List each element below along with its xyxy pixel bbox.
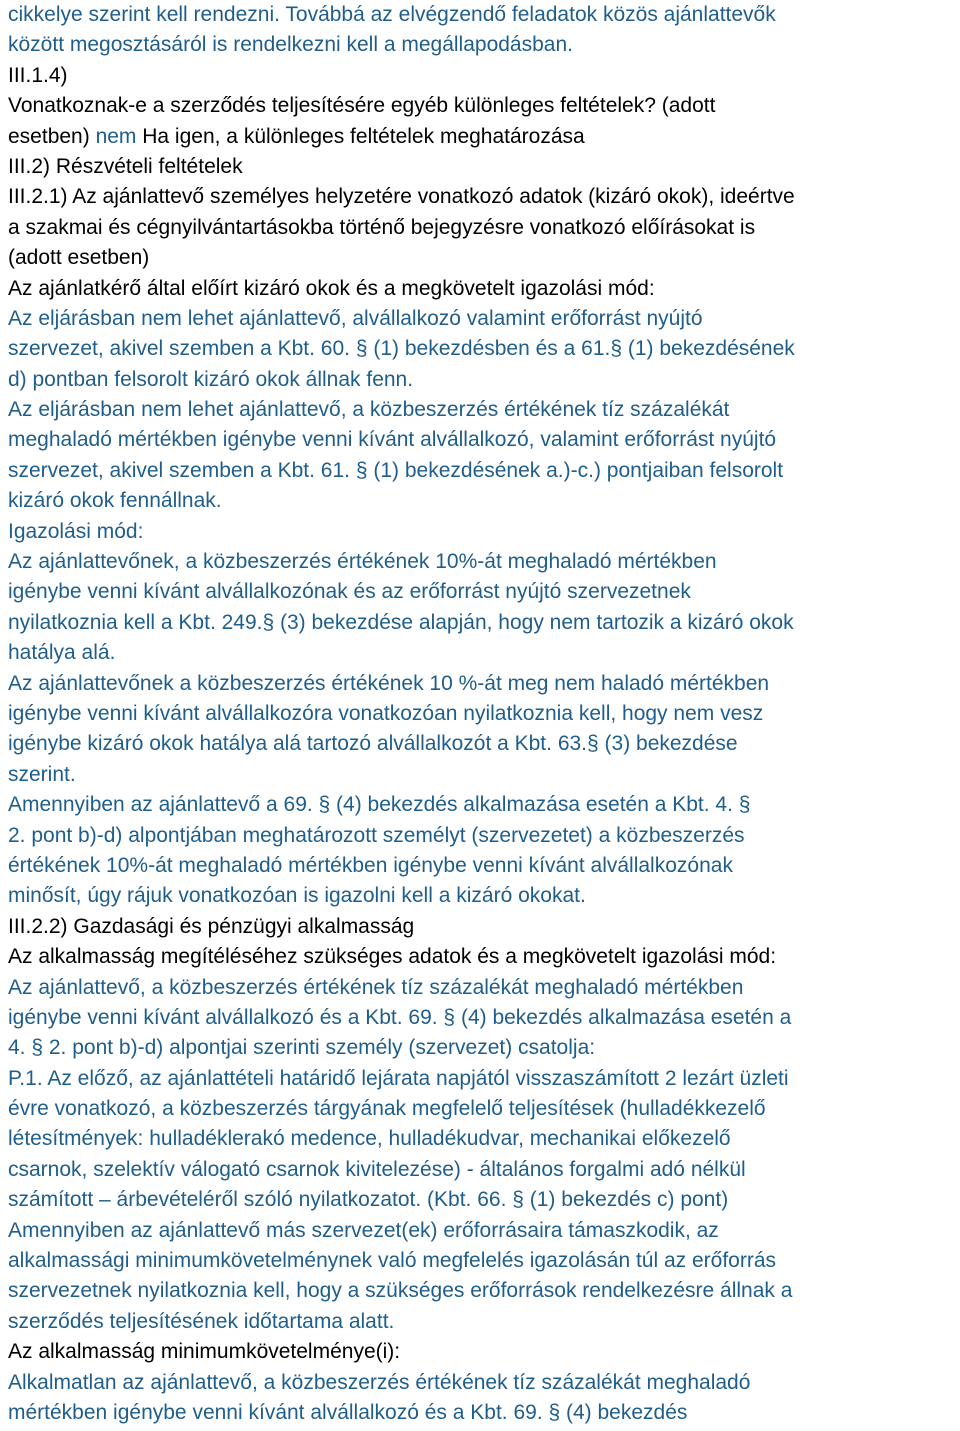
text-line <box>8 1064 960 1094</box>
body-text-segment: igénybe venni kívánt alvállalkozónak és az erőforrást nyújtó szervezetnek <box>8 580 691 604</box>
body-text-segment: szervezet, akivel szemben a Kbt. 61. § (1) bekezdésének a.)-c.) pontjaiban felsorolt <box>8 458 784 482</box>
text-line <box>8 30 960 60</box>
text-line <box>8 1216 960 1246</box>
text-line <box>8 456 960 486</box>
text-line <box>8 547 960 577</box>
body-text-segment: meghaladó mértékben igénybe venni kívánt alvállalkozó, valamint erőforrást nyújtó <box>8 428 777 452</box>
heading-text-segment: Az ajánlatkérő által előírt kizáró okok és a megkövetelt igazolási mód: <box>8 276 655 300</box>
text-line <box>8 973 960 1003</box>
body-text-segment: hatálya alá. <box>8 641 116 665</box>
body-text-segment: számított – árbevételéről szóló nyilatkozatot. (Kbt. 66. § (1) bekezdés c) pont) <box>8 1188 729 1212</box>
text-line <box>8 821 960 851</box>
text-line <box>8 1185 960 1215</box>
text-line <box>8 243 960 273</box>
body-text-segment: Amennyiben az ajánlattevő más szervezet(ek) erőforrásaira támaszkodik, az <box>8 1218 719 1242</box>
heading-text-segment: esetben) <box>8 124 96 148</box>
heading-text-segment: Az alkalmasság megítéléséhez szükséges adatok és a megkövetelt igazolási mód: <box>8 945 777 969</box>
body-text-segment: Igazolási mód: <box>8 519 144 543</box>
body-text-segment: szerint. <box>8 762 76 786</box>
text-line <box>8 365 960 395</box>
body-text-segment: Az eljárásban nem lehet ajánlattevő, alvállalkozó valamint erőforrást nyújtó <box>8 306 703 330</box>
body-text-segment: igénybe venni kívánt alvállalkozóra vonatkozóan nyilatkoznia kell, hogy nem vesz <box>8 701 764 725</box>
text-line <box>8 304 960 334</box>
text-line <box>8 91 960 121</box>
text-line <box>8 729 960 759</box>
text-line <box>8 182 960 212</box>
body-text-segment: igénybe kizáró okok hatálya alá tartozó alvállalkozót a Kbt. 63.§ (3) bekezdése <box>8 732 738 756</box>
body-text-segment: Az ajánlattevő, a közbeszerzés értékének tíz százalékát meghaladó mértékben <box>8 975 744 999</box>
body-text-segment: 4. § 2. pont b)-d) alpontjai szerinti személy (szervezet) csatolja: <box>8 1036 596 1060</box>
body-text-segment: nem <box>95 124 137 148</box>
heading-text-segment: Vonatkoznak-e a szerződés teljesítésére egyéb különleges feltételek? (adott <box>8 94 716 118</box>
text-line <box>8 881 960 911</box>
text-line <box>8 699 960 729</box>
body-text-segment: csarnok, szelektív válogató csarnok kivitelezése) - általános forgalmi adó nélkül <box>8 1157 746 1181</box>
text-line <box>8 1398 960 1428</box>
body-text-segment: Alkalmatlan az ajánlattevő, a közbeszerzés értékének tíz százalékát meghaladó <box>8 1370 751 1394</box>
body-text-segment: között megosztásáról is rendelkezni kell a megállapodásban. <box>8 33 573 57</box>
heading-text-segment: a szakmai és cégnyilvántartásokba történő bejegyzésre vonatkozó előírásokat is <box>8 215 756 239</box>
body-text-segment: szervezet, akivel szemben a Kbt. 60. § (1) bekezdésben és a 61.§ (1) bekezdésének <box>8 337 795 361</box>
text-line <box>8 334 960 364</box>
body-text-segment: évre vonatkozó, a közbeszerzés tárgyának megfelelő teljesítések (hulladékkezelő <box>8 1097 766 1121</box>
heading-text-segment: III.2) Részvételi feltételek <box>8 154 243 178</box>
body-text-segment: Amennyiben az ajánlattevő a 69. § (4) bekezdés alkalmazása esetén a Kbt. 4. § <box>8 793 751 817</box>
body-text-segment: cikkelye szerint kell rendezni. Továbbá az elvégzendő feladatok közös ajánlattevők <box>8 3 776 26</box>
heading-text-segment: III.2.2) Gazdasági és pénzügyi alkalmasság <box>8 914 415 938</box>
body-text-segment: igénybe venni kívánt alvállalkozó és a Kbt. 69. § (4) bekezdés alkalmazása esetén a <box>8 1005 792 1029</box>
text-line <box>8 1094 960 1124</box>
text-line <box>8 61 960 91</box>
text-line <box>8 760 960 790</box>
heading-text-segment: (adott esetben) <box>8 246 150 270</box>
heading-text-segment: Az alkalmasság minimumkövetelménye(i): <box>8 1340 401 1364</box>
text-line <box>8 577 960 607</box>
text-line <box>8 425 960 455</box>
body-text-segment: értékének 10%-át meghaladó mértékben igénybe venni kívánt alvállalkozónak <box>8 853 733 877</box>
body-text-segment: alkalmassági minimumkövetelménynek való megfelelés igazolásán túl az erőforrás <box>8 1249 777 1273</box>
text-line <box>8 669 960 699</box>
heading-text-segment: III.1.4) <box>8 63 68 87</box>
text-line <box>8 942 960 972</box>
text-line <box>8 1003 960 1033</box>
text-line <box>8 0 960 30</box>
text-line <box>8 213 960 243</box>
body-text-segment: 2. pont b)-d) alpontjában meghatározott személyt (szervezetet) a közbeszerzés <box>8 823 745 847</box>
text-line <box>8 1124 960 1154</box>
text-line <box>8 486 960 516</box>
text-line <box>8 1246 960 1276</box>
text-line <box>8 608 960 638</box>
body-text-segment: d) pontban felsorolt kizáró okok állnak fenn. <box>8 367 414 391</box>
text-line <box>8 395 960 425</box>
text-line <box>8 274 960 304</box>
body-text-segment: létesítmények: hulladéklerakó medence, hulladékudvar, mechanikai előkezelő <box>8 1127 731 1151</box>
body-text-segment: Az eljárásban nem lehet ajánlattevő, a közbeszerzés értékének tíz százalékát <box>8 398 730 422</box>
text-line <box>8 1276 960 1306</box>
text-line <box>8 1337 960 1367</box>
text-line <box>8 517 960 547</box>
body-text-segment: Az ajánlattevőnek a közbeszerzés értékének 10 %-át meg nem haladó mértékben <box>8 671 770 695</box>
text-line <box>8 638 960 668</box>
text-line <box>8 122 960 152</box>
text-line <box>8 1033 960 1063</box>
text-line <box>8 152 960 182</box>
text-line <box>8 912 960 942</box>
body-text-segment: nyilatkoznia kell a Kbt. 249.§ (3) bekezdése alapján, hogy nem tartozik a kizáró okok <box>8 610 794 634</box>
text-line <box>8 790 960 820</box>
text-line <box>8 851 960 881</box>
text-line <box>8 1155 960 1185</box>
text-line <box>8 1307 960 1337</box>
body-text-segment: minősít, úgy rájuk vonatkozóan is igazolni kell a kizáró okokat. <box>8 884 586 908</box>
body-text-segment: Az ajánlattevőnek, a közbeszerzés értékének 10%-át meghaladó mértékben <box>8 550 717 574</box>
body-text-segment: szerződés teljesítésének időtartama alatt. <box>8 1309 395 1333</box>
body-text-segment: kizáró okok fennállnak. <box>8 489 222 513</box>
heading-text-segment: Ha igen, a különleges feltételek meghatározása <box>136 124 585 148</box>
body-text-segment: szervezetnek nyilatkoznia kell, hogy a szükséges erőforrások rendelkezésre állnak a <box>8 1279 793 1303</box>
text-line <box>8 1368 960 1398</box>
heading-text-segment: III.2.1) Az ajánlattevő személyes helyzetére vonatkozó adatok (kizáró okok), ideértve <box>8 185 795 209</box>
body-text-segment: P.1. Az előző, az ajánlattételi határidő lejárata napjától visszaszámított 2 lezárt üzleti <box>8 1066 789 1090</box>
body-text-segment: mértékben igénybe venni kívánt alvállalkozó és a Kbt. 69. § (4) bekezdés <box>8 1400 688 1424</box>
